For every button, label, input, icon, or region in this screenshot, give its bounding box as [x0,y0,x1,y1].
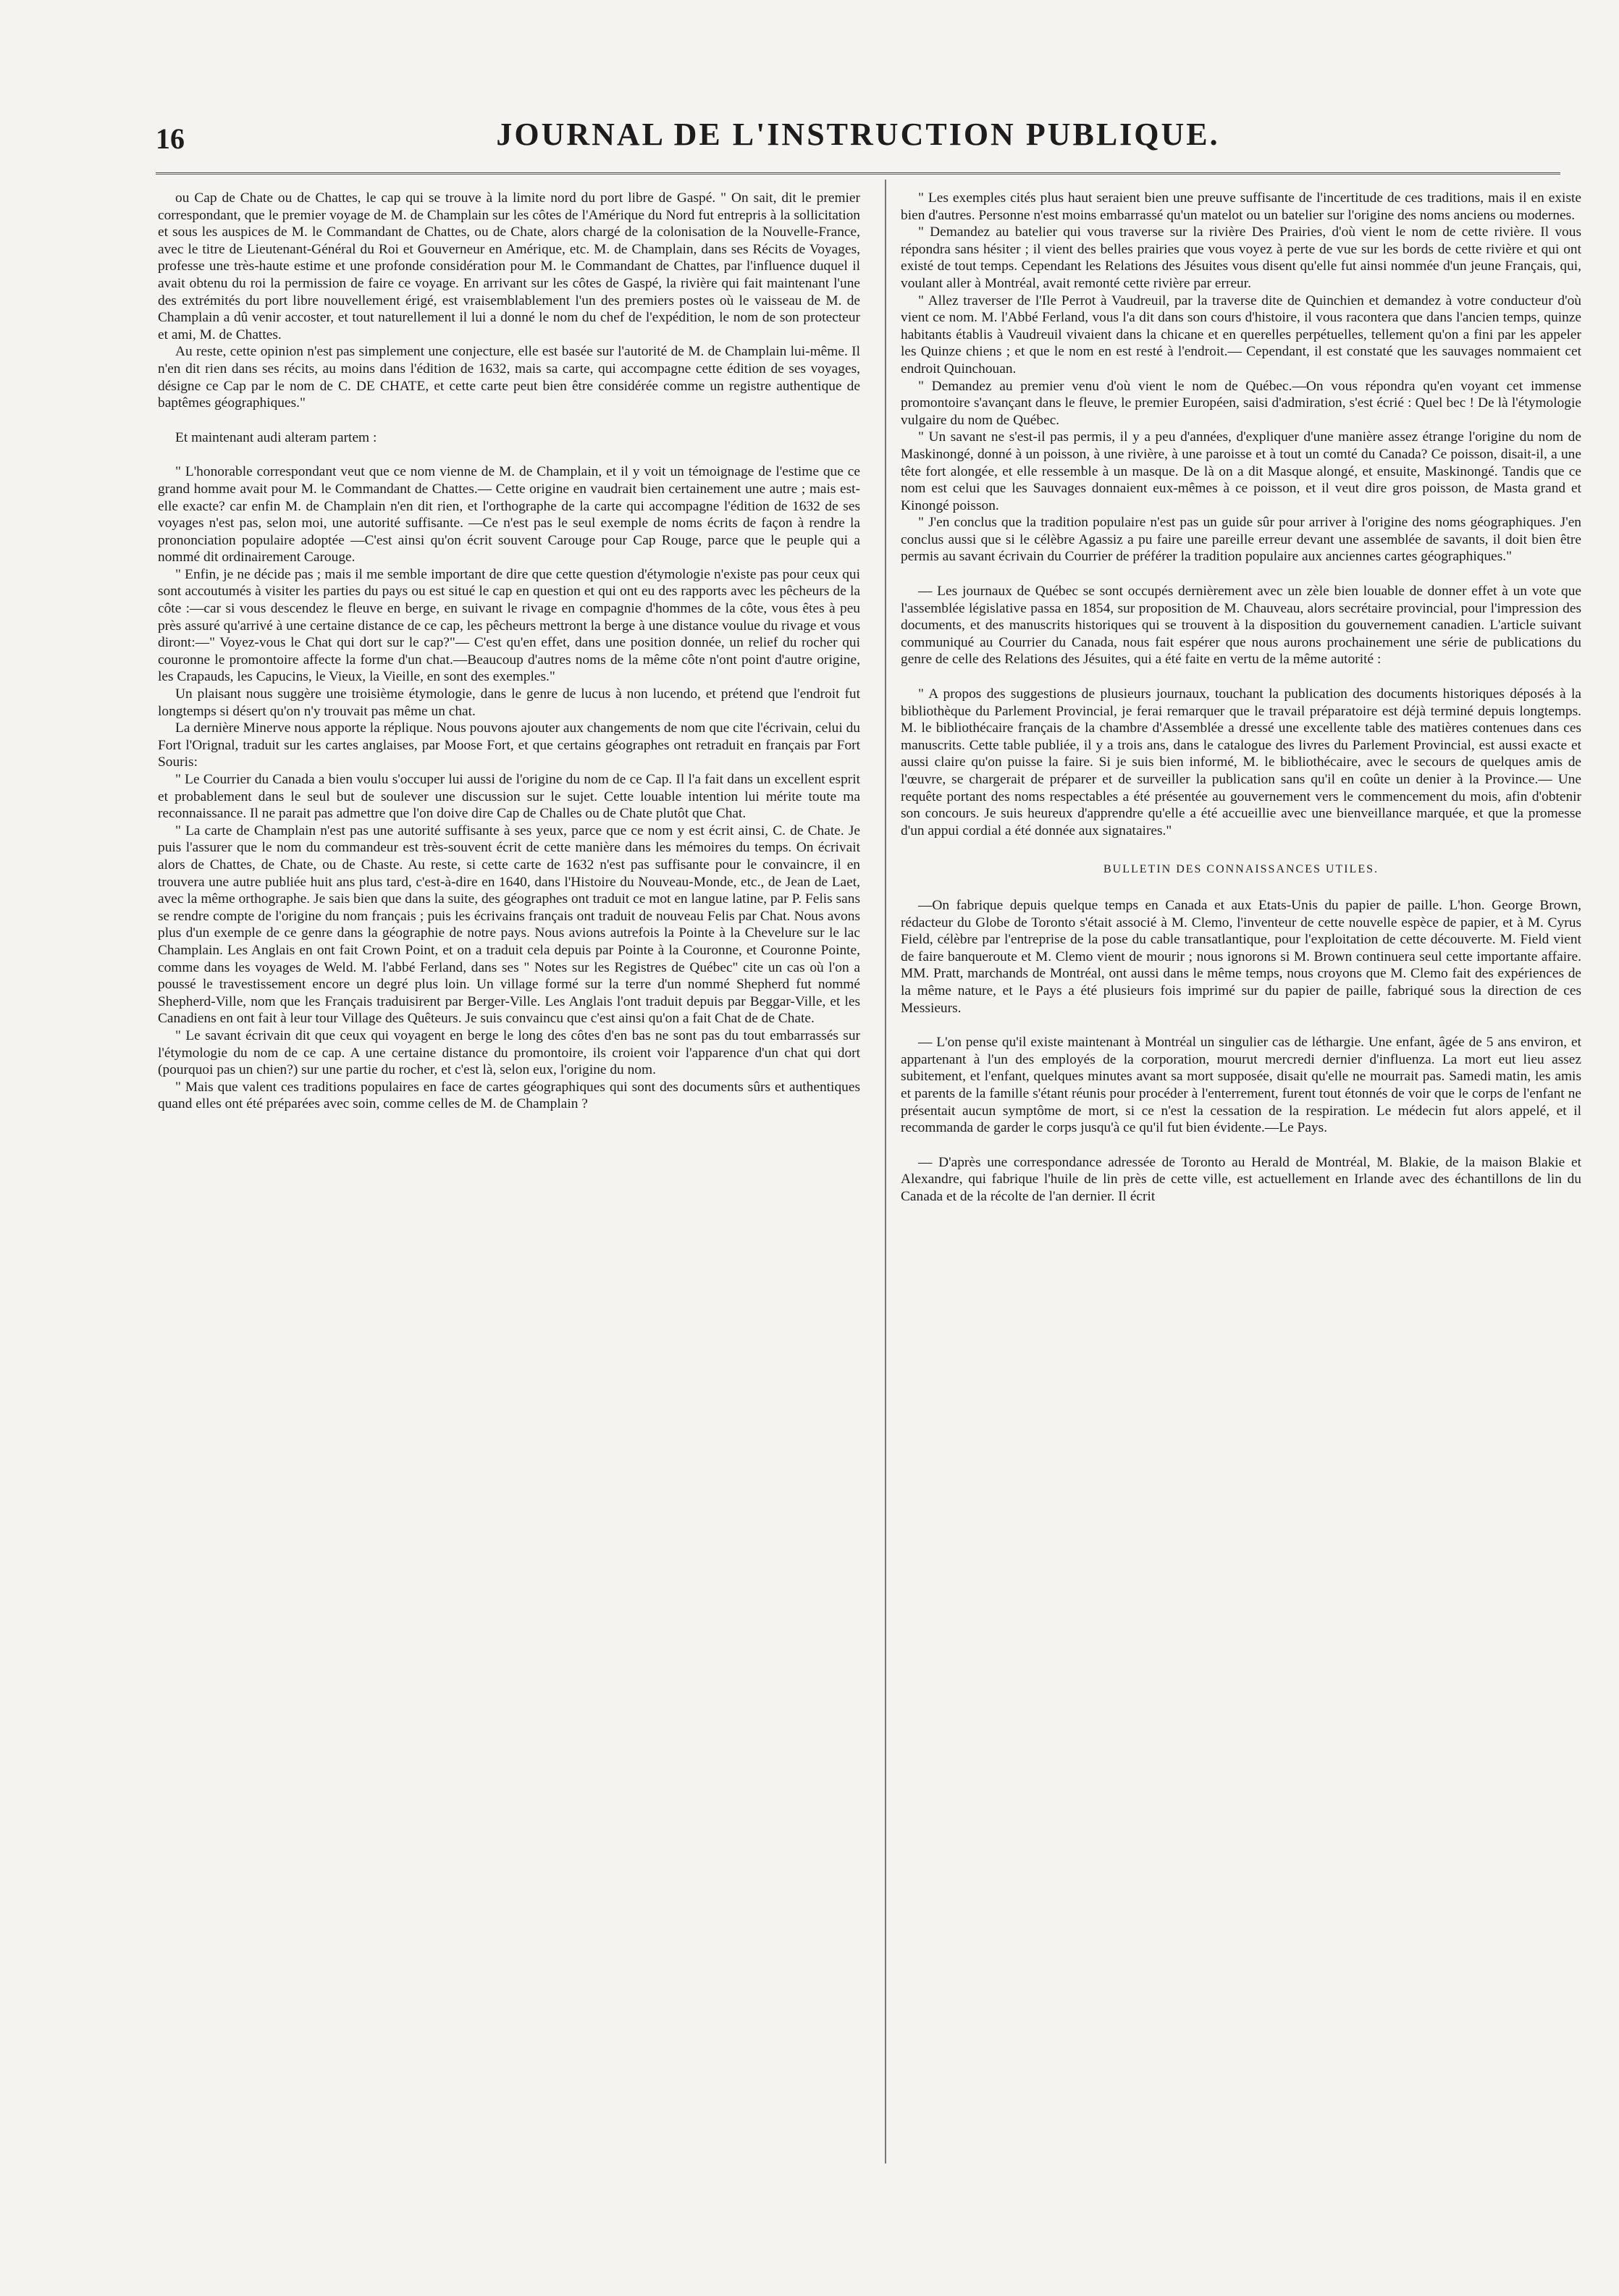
article-paragraph: Un plaisant nous suggère une troisième étymologie, dans le genre de lucus à non lucendo, et prétend que l'endroit fut longtemps si désert qu'on n'y trouvait pas même un chat. [158,686,860,719]
article-paragraph: La dernière Minerve nous apporte la réplique. Nous pouvons ajouter aux changements de nom que cite l'écrivain, celui du Fort l'Orignal, traduit sur les cartes anglaises, par Moose Fort, et que certains géographes ont retraduit en français par Fort Souris: [158,720,860,770]
page-header [156,109,1560,159]
column-divider [885,180,886,2163]
article-paragraph: " La carte de Champlain n'est pas une autorité suffisante à ses yeux, parce que ce nom y est écrit ainsi, C. de Chate. Je puis l'assurer que le nom du commandeur est très-souvent écrit de cette manière dans les mémoires du temps. On écrivait alors de Chattes, de Chate, ou de Chaste. Au reste, si cette carte de 1632 n'est pas suffisante pour le convaincre, il en trouvera une autre publiée huit ans plus tard, c'est-à-dire en 1640, dans l'Histoire du Nouveau-Monde, etc., de Jean de Laet, avec la même orthographe. Je sais bien que dans la suite, des géographes ont traduit ce mot en langue latine, par P. Felis sans se rendre compte de l'origine du nom français ; puis les écrivains français ont traduit de nouveau Felis par Chat. Nous avons plus d'un exemple de ce genre dans la géographie de notre pays. Nous avions autrefois la Pointe à la Chevelure sur le lac Champlain. Les Anglais en ont fait Crown Point, et on a traduit cela depuis par Pointe à la Couronne, et Couronne Pointe, comme dans les voyages de Weld. M. l'abbé Ferland, dans ses " Notes sur les Registres de Québec" cite un cas où l'on a poussé le travestissement encore un degré plus loin. Un village formé sur la terre d'un nommé Shepherd fut nommé Shepherd-Ville, nom que les Français traduisirent par Berger-Ville. Les Anglais l'ont traduit depuis par Beggar-Ville, et les Canadiens en ont fait à leur tour Village des Quêteurs. Je suis convaincu que c'est ainsi qu'on a fait Chat de de Chate. [158,823,860,1027]
article-paragraph: " J'en conclus que la tradition populaire n'est pas un guide sûr pour arriver à l'origine des noms géographiques. J'en conclus aussi que si le célèbre Agassiz a pu faire une pareille erreur devant une assemblée de savants, il doit bien être permis au savant écrivain du Courrier de préférer la tradition populaire aux anciennes cartes géographiques." [901,515,1581,565]
article-paragraph: " Un savant ne s'est-il pas permis, il y a peu d'années, d'expliquer d'une manière assez étrange l'origine du nom de Maskinongé, donné à un poisson, à une rivière, à une paroisse et à tout un comté du Canada? Ce poisson, disait-il, a une tête fort alongée, et elle ressemble à un masque. De là on a dit Masque alongé, et ensuite, Maskinongé. Tandis que ce nom est celui que les Sauvages donnaient eux-mêmes à ce poisson, et il veut dire gros poisson, de Masta grand et Kinongé poisson. [901,429,1581,513]
article-paragraph: — D'après une correspondance adressée de Toronto au Herald de Montréal, M. Blakie, de la maison Blakie et Alexandre, qui fabrique l'huile de lin près de cette ville, est actuellement en Irlande avec des échantillons de lin du Canada et de la récolte de l'an dernier. Il écrit [901,1154,1581,1204]
article-paragraph: Au reste, cette opinion n'est pas simplement une conjecture, elle est basée sur l'autorité de M. de Champlain lui-même. Il n'en dit rien dans ses récits, au moins dans l'édition de 1632, mais sa carte, qui accompagne cette édition de ses voyages, désigne ce Cap par le nom de C. DE CHATE, et cette carte peut bien être considérée comme un registre authentique de baptêmes géographiques." [158,344,860,411]
article-paragraph: " Demandez au premier venu d'où vient le nom de Québec.—On vous répondra qu'en voyant cet immense promontoire s'avançant dans le fleuve, le premier Européen, saisi d'admiration, s'est écrié : Quel bec ! De là l'étymologie vulgaire du nom de Québec. [901,378,1581,428]
article-paragraph: " Le Courrier du Canada a bien voulu s'occuper lui aussi de l'origine du nom de ce Cap. Il l'a fait dans un excellent esprit et probablement dans le seul but de soulever une discussion sur le sujet. Cette louable intention lui mérite toute ma reconnaissance. Il ne parait pas admettre que l'on doive dire Cap de Challes ou de Chate plutôt que Chat. [158,772,860,822]
article-paragraph: — Les journaux de Québec se sont occupés dernièrement avec un zèle bien louable de donner effet à un vote que l'assemblée législative passa en 1854, sur proposition de M. Chauveau, alors secrétaire provincial, pour l'impression des documents, et des manuscrits historiques qui se trouvent à la disposition du gouvernement canadien. L'article suivant communiqué au Courrier du Canada, nous fait espérer que nous aurons prochainement une série de publications du genre de celle des Relations des Jésuites, qui a été faite en vertu de la même autorité : [901,584,1581,668]
article-paragraph: " Enfin, je ne décide pas ; mais il me semble important de dire que cette question d'étymologie n'existe pas pour ceux qui sont accoutumés à visiter les parties du pays ou est situé le cap en question et qui ont eu des rapports avec les pêcheurs de la côte :—car si vous descendez le fleuve en berge, en suivant le rivage en compagnie d'hommes de la côte, vous êtes à peu près assuré qu'arrivé à une certaine distance de ce cap, les pêcheurs mettront la berge à une distance voulue du rivage et vous diront:—" Voyez-vous le Chat qui dort sur le cap?"— C'est qu'en effet, dans une position donnée, un relief du rocher qui couronne le promontoire affecte la forme d'un chat.—Beaucoup d'autres noms de la même côte n'ont point d'autre origine, les Crapauds, les Capucins, le Vieux, la Vieille, en sont des exemples." [158,566,860,685]
page-number: 16 [156,122,185,155]
article-paragraph: —On fabrique depuis quelque temps en Canada et aux Etats-Unis du papier de paille. L'hon. George Brown, rédacteur du Globe de Toronto s'était associé à M. Clemo, l'inventeur de cette nouvelle espèce de papier, et à M. Cyrus Field, célèbre par l'entreprise de la pose du cable transatlantique, pour l'exploitation de cette découverte. M. Field vient de faire banqueroute et M. Clemo vient de mourir ; nous ignorons si M. Brown continuera seul cette importante affaire. MM. Pratt, marchands de Montréal, ont aussi dans le même temps, nous croyons que M. Clemo fait des expériences de la même nature, et le Pays a été plusieurs fois imprimé sur du papier de paille, fabriqué sous la direction de ces Messieurs. [901,897,1581,1016]
left-column [158,190,860,2159]
article-paragraph: " L'honorable correspondant veut que ce nom vienne de M. de Champlain, et il y voit un témoignage de l'estime que ce grand homme avait pour M. le Commandant de Chattes.— Cette origine en vaudrait bien certainement une autre ; mais est-elle exacte? car enfin M. de Champlain n'en dit rien, et l'orthographe de la carte qui accompagne l'édition de 1632 de ses voyages n'est pas, selon moi, une autorité suffisante. —Ce n'est pas le seul exemple de noms écrits de façon à rendre la prononciation populaire adoptée —C'est ainsi qu'on écrit souvent Carouge pour Cap Rouge, parce que le peuple qui a nommé dit ordinairement Carouge. [158,464,860,565]
article-paragraph: " Les exemples cités plus haut seraient bien une preuve suffisante de l'incertitude de ces traditions, mais il en existe bien d'autres. Personne n'est moins embarrassé qu'un matelot ou un batelier sur l'origine des noms anciens ou modernes. [901,190,1581,223]
journal-title: JOURNAL DE L'INSTRUCTION PUBLIQUE. [496,117,1220,152]
article-paragraph: ou Cap de Chate ou de Chattes, le cap qui se trouve à la limite nord du port libre de Gaspé. " On sait, dit le premier correspondant, que le premier voyage de M. de Champlain sur les côtes de l'Amérique du Nord fut entrepris à la sollicitation et sous les auspices de M. le Commandant de Chattes, ou de Chate, alors chargé de la colonisation de la Nouvelle-France, avec le titre de Lieutenant-Général du Roi et Gouverneur en Amérique, etc. M. de Champlain, dans ses Récits de Voyages, professe une très-haute estime et une profonde considération pour M. le Commandant de Chattes, par l'influence duquel il avait obtenu du roi la permission de faire ce voyage. En arrivant sur les côtes de Gaspé, la rivière qui fait maintenant l'une des extrémités du port libre nouvellement érigé, est vraisemblablement l'un des premiers postes où le vaisseau de M. de Champlain a dû venir accoster, et tout naturellement il lui a donné le nom du chef de l'expédition, le nom de son protecteur et ami, M. de Chattes. [158,190,860,342]
article-paragraph: " Mais que valent ces traditions populaires en face de cartes géographiques qui sont des documents sûrs et authentiques quand elles ont été préparées avec soin, comme celles de M. de Champlain ? [158,1079,860,1112]
article-paragraph: — L'on pense qu'il existe maintenant à Montréal un singulier cas de léthargie. Une enfant, âgée de 5 ans environ, et appartenant à l'un des employés de la corporation, mourut mercredi dernier d'influenza. La mort eut lieu assez subitement, et l'enfant, quelques minutes avant sa mort supposée, disait qu'elle ne mourrait pas. Samedi matin, les amis et parents de la famille s'étant réunis pour procéder à l'enterrement, furent tout étonnés de voir que le corps de l'enfant ne présentait aucun symptôme de mort, si ce n'est la cessation de la respiration. Le médecin fut alors appelé, et il recommanda de garder le corps jusqu'à ce qu'il fut bien évidente.—Le Pays. [901,1035,1581,1136]
article-paragraph: " Le savant écrivain dit que ceux qui voyagent en berge le long des côtes d'en bas ne sont pas du tout embarrassés sur l'étymologie du nom de ce cap. A une certaine distance du promontoire, ils croient voir l'apparence d'un chat qui dort (pourquoi pas un chien?) sur une partie du rocher, et c'est là, selon eux, l'origine du nom. [158,1027,860,1078]
article-paragraph: Et maintenant audi alteram partem : [175,429,377,445]
article-paragraph: " A propos des suggestions de plusieurs journaux, touchant la publication des documents historiques déposés à la bibliothèque du Parlement Provincial, je ferai remarquer que le travail préparatoire est déjà terminé depuis longtemps. M. le bibliothécaire français de la chambre d'Assemblée a dressé une excellente table des matières contenues dans ces manuscrits. Cette table publiée, il y a trois ans, dans le catalogue des livres du Parlement Provincial, est aussi exacte et aussi claire qu'on puisse la faire. Si je suis bien informé, M. le bibliothécaire, avec le secours de quelques amis de l'œuvre, se chargerait de préparer et de surveiller la publication sans qu'il en coûte un denier à la Province.— Une requête portant des noms respectables a été présentée au gouvernement vers le commencement du mois, afin d'obtenir son concours. Je suis heureux d'apprendre qu'elle a été accueillie avec une bienveillance marquée, et que la promesse d'un appui cordial a été donnée aux signataires." [901,686,1581,838]
header-rule [156,172,1560,174]
article-paragraph: " Demandez au batelier qui vous traverse sur la rivière Des Prairies, d'où vient le nom de cette rivière. Il vous répondra sans hésiter ; il vient des belles prairies que vous voyez à perte de vue sur les bords de cette rivière et qui ont existé de tout temps. Cependant les Relations des Jésuites vous disent qu'elle fut ainsi nommée d'un jeune Français, qui, voulant aller à Montréal, avait remonté cette rivière par erreur. [901,224,1581,291]
right-column [901,190,1581,2159]
section-heading: BULLETIN DES CONNAISSANCES UTILES. [1103,863,1379,876]
article-paragraph: " Allez traverser de l'Ile Perrot à Vaudreuil, par la traverse dite de Quinchien et demandez à votre conducteur d'où vient ce nom. M. l'Abbé Ferland, vous l'a dit dans son cours d'histoire, il vous racontera que dans l'ancien temps, quinze habitants établis à Vaudreuil vivaient dans la chicane et en querelles perpétuelles, tellement qu'on a fini par les appeler les Quinze chiens ; et que le nom en est resté à l'endroit.— Cependant, il est constaté que les sauvages nommaient cet endroit Quinchouan. [901,293,1581,377]
